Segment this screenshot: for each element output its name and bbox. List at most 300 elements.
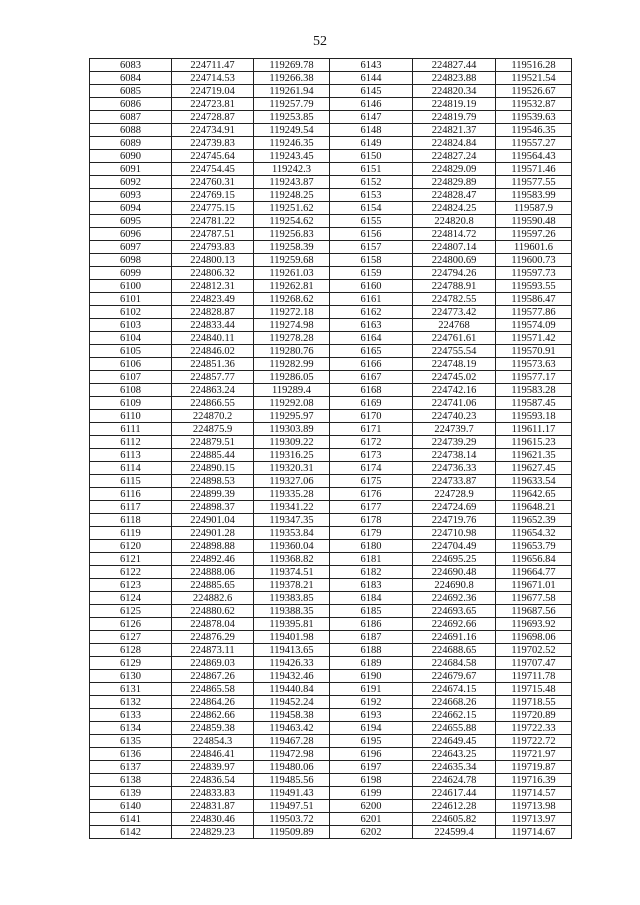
table-row	[90, 514, 572, 527]
x-coordinate-cell: 224781.22	[172, 215, 254, 228]
point-number-cell: 6088	[90, 124, 172, 137]
x-coordinate-cell: 224829.89	[413, 176, 496, 189]
y-coordinate-cell: 119262.81	[254, 280, 330, 293]
point-number-cell: 6151	[330, 163, 413, 176]
point-number-cell: 6153	[330, 189, 413, 202]
point-number-cell: 6131	[90, 683, 172, 696]
y-coordinate-cell: 119261.94	[254, 85, 330, 98]
y-coordinate-cell: 119280.76	[254, 345, 330, 358]
x-coordinate-cell: 224739.29	[413, 436, 496, 449]
x-coordinate-cell: 224733.87	[413, 475, 496, 488]
point-number-cell: 6149	[330, 137, 413, 150]
table-row	[90, 475, 572, 488]
x-coordinate-cell: 224745.64	[172, 150, 254, 163]
x-coordinate-cell: 224821.37	[413, 124, 496, 137]
table-row	[90, 657, 572, 670]
x-coordinate-cell: 224870.2	[172, 410, 254, 423]
table-row	[90, 150, 572, 163]
x-coordinate-cell: 224901.28	[172, 527, 254, 540]
point-number-cell: 6109	[90, 397, 172, 410]
table-row	[90, 592, 572, 605]
point-number-cell: 6101	[90, 293, 172, 306]
point-number-cell: 6201	[330, 813, 413, 826]
y-coordinate-cell: 119722.33	[496, 722, 572, 735]
y-coordinate-cell: 119309.22	[254, 436, 330, 449]
point-number-cell: 6173	[330, 449, 413, 462]
table-row	[90, 280, 572, 293]
x-coordinate-cell: 224831.87	[172, 800, 254, 813]
x-coordinate-cell: 224812.31	[172, 280, 254, 293]
x-coordinate-cell: 224736.33	[413, 462, 496, 475]
x-coordinate-cell: 224880.62	[172, 605, 254, 618]
y-coordinate-cell: 119289.4	[254, 384, 330, 397]
x-coordinate-cell: 224684.58	[413, 657, 496, 670]
y-coordinate-cell: 119261.03	[254, 267, 330, 280]
x-coordinate-cell: 224711.47	[172, 59, 254, 72]
point-number-cell: 6186	[330, 618, 413, 631]
point-number-cell: 6104	[90, 332, 172, 345]
y-coordinate-cell: 119278.28	[254, 332, 330, 345]
point-number-cell: 6097	[90, 241, 172, 254]
x-coordinate-cell: 224710.98	[413, 527, 496, 540]
table-row	[90, 579, 572, 592]
point-number-cell: 6085	[90, 85, 172, 98]
table-row	[90, 176, 572, 189]
y-coordinate-cell: 119715.48	[496, 683, 572, 696]
x-coordinate-cell: 224827.24	[413, 150, 496, 163]
x-coordinate-cell: 224612.28	[413, 800, 496, 813]
x-coordinate-cell: 224828.87	[172, 306, 254, 319]
x-coordinate-cell: 224662.15	[413, 709, 496, 722]
y-coordinate-cell: 119458.38	[254, 709, 330, 722]
table-row	[90, 826, 572, 839]
point-number-cell: 6136	[90, 748, 172, 761]
y-coordinate-cell: 119577.17	[496, 371, 572, 384]
point-number-cell: 6108	[90, 384, 172, 397]
table-row	[90, 384, 572, 397]
y-coordinate-cell: 119509.89	[254, 826, 330, 839]
x-coordinate-cell: 224882.6	[172, 592, 254, 605]
x-coordinate-cell: 224807.14	[413, 241, 496, 254]
x-coordinate-cell: 224624.78	[413, 774, 496, 787]
y-coordinate-cell: 119587.9	[496, 202, 572, 215]
x-coordinate-cell: 224688.65	[413, 644, 496, 657]
y-coordinate-cell: 119251.62	[254, 202, 330, 215]
point-number-cell: 6087	[90, 111, 172, 124]
x-coordinate-cell: 224879.51	[172, 436, 254, 449]
x-coordinate-cell: 224741.06	[413, 397, 496, 410]
x-coordinate-cell: 224824.25	[413, 202, 496, 215]
x-coordinate-cell: 224875.9	[172, 423, 254, 436]
y-coordinate-cell: 119269.78	[254, 59, 330, 72]
y-coordinate-cell: 119711.78	[496, 670, 572, 683]
y-coordinate-cell: 119713.97	[496, 813, 572, 826]
y-coordinate-cell: 119719.87	[496, 761, 572, 774]
y-coordinate-cell: 119452.24	[254, 696, 330, 709]
table-row	[90, 683, 572, 696]
point-number-cell: 6180	[330, 540, 413, 553]
point-number-cell: 6113	[90, 449, 172, 462]
x-coordinate-cell: 224859.38	[172, 722, 254, 735]
point-number-cell: 6099	[90, 267, 172, 280]
x-coordinate-cell: 224885.44	[172, 449, 254, 462]
point-number-cell: 6145	[330, 85, 413, 98]
x-coordinate-cell: 224768	[413, 319, 496, 332]
x-coordinate-cell: 224734.91	[172, 124, 254, 137]
y-coordinate-cell: 119243.45	[254, 150, 330, 163]
point-number-cell: 6115	[90, 475, 172, 488]
y-coordinate-cell: 119652.39	[496, 514, 572, 527]
y-coordinate-cell: 119266.38	[254, 72, 330, 85]
point-number-cell: 6167	[330, 371, 413, 384]
table-row	[90, 332, 572, 345]
table-row	[90, 618, 572, 631]
point-number-cell: 6098	[90, 254, 172, 267]
x-coordinate-cell: 224828.47	[413, 189, 496, 202]
x-coordinate-cell: 224899.39	[172, 488, 254, 501]
y-coordinate-cell: 119292.08	[254, 397, 330, 410]
point-number-cell: 6176	[330, 488, 413, 501]
point-number-cell: 6160	[330, 280, 413, 293]
point-number-cell: 6141	[90, 813, 172, 826]
x-coordinate-cell: 224788.91	[413, 280, 496, 293]
point-number-cell: 6172	[330, 436, 413, 449]
y-coordinate-cell: 119713.98	[496, 800, 572, 813]
point-number-cell: 6094	[90, 202, 172, 215]
point-number-cell: 6152	[330, 176, 413, 189]
y-coordinate-cell: 119440.84	[254, 683, 330, 696]
point-number-cell: 6170	[330, 410, 413, 423]
table-row	[90, 488, 572, 501]
point-number-cell: 6111	[90, 423, 172, 436]
y-coordinate-cell: 119546.35	[496, 124, 572, 137]
point-number-cell: 6139	[90, 787, 172, 800]
point-number-cell: 6194	[330, 722, 413, 735]
x-coordinate-cell: 224692.66	[413, 618, 496, 631]
point-number-cell: 6124	[90, 592, 172, 605]
y-coordinate-cell: 119272.18	[254, 306, 330, 319]
point-number-cell: 6175	[330, 475, 413, 488]
x-coordinate-cell: 224866.55	[172, 397, 254, 410]
x-coordinate-cell: 224869.03	[172, 657, 254, 670]
point-number-cell: 6165	[330, 345, 413, 358]
y-coordinate-cell: 119516.28	[496, 59, 572, 72]
point-number-cell: 6184	[330, 592, 413, 605]
x-coordinate-cell: 224878.04	[172, 618, 254, 631]
point-number-cell: 6150	[330, 150, 413, 163]
y-coordinate-cell: 119714.57	[496, 787, 572, 800]
point-number-cell: 6114	[90, 462, 172, 475]
point-number-cell: 6127	[90, 631, 172, 644]
y-coordinate-cell: 119707.47	[496, 657, 572, 670]
y-coordinate-cell: 119687.56	[496, 605, 572, 618]
x-coordinate-cell: 224898.88	[172, 540, 254, 553]
page-number: 52	[313, 34, 327, 49]
table-row	[90, 670, 572, 683]
y-coordinate-cell: 119426.33	[254, 657, 330, 670]
table-row	[90, 540, 572, 553]
point-number-cell: 6134	[90, 722, 172, 735]
y-coordinate-cell: 119600.73	[496, 254, 572, 267]
x-coordinate-cell: 224800.69	[413, 254, 496, 267]
x-coordinate-cell: 224738.14	[413, 449, 496, 462]
table-row	[90, 345, 572, 358]
point-number-cell: 6171	[330, 423, 413, 436]
x-coordinate-cell: 224865.58	[172, 683, 254, 696]
y-coordinate-cell: 119254.62	[254, 215, 330, 228]
y-coordinate-cell: 119583.99	[496, 189, 572, 202]
point-number-cell: 6193	[330, 709, 413, 722]
x-coordinate-cell: 224745.02	[413, 371, 496, 384]
table-row	[90, 124, 572, 137]
point-number-cell: 6126	[90, 618, 172, 631]
y-coordinate-cell: 119677.58	[496, 592, 572, 605]
point-number-cell: 6132	[90, 696, 172, 709]
y-coordinate-cell: 119286.05	[254, 371, 330, 384]
table-row	[90, 371, 572, 384]
table-row	[90, 189, 572, 202]
point-number-cell: 6123	[90, 579, 172, 592]
y-coordinate-cell: 119303.89	[254, 423, 330, 436]
point-number-cell: 6083	[90, 59, 172, 72]
y-coordinate-cell: 119571.46	[496, 163, 572, 176]
y-coordinate-cell: 119642.65	[496, 488, 572, 501]
point-number-cell: 6159	[330, 267, 413, 280]
table-row	[90, 319, 572, 332]
y-coordinate-cell: 119714.67	[496, 826, 572, 839]
y-coordinate-cell: 119583.28	[496, 384, 572, 397]
y-coordinate-cell: 119573.63	[496, 358, 572, 371]
point-number-cell: 6154	[330, 202, 413, 215]
coordinates-table-body	[90, 59, 572, 839]
point-number-cell: 6161	[330, 293, 413, 306]
x-coordinate-cell: 224742.16	[413, 384, 496, 397]
y-coordinate-cell: 119564.43	[496, 150, 572, 163]
table-row	[90, 267, 572, 280]
y-coordinate-cell: 119256.83	[254, 228, 330, 241]
x-coordinate-cell: 224824.84	[413, 137, 496, 150]
y-coordinate-cell: 119497.51	[254, 800, 330, 813]
point-number-cell: 6133	[90, 709, 172, 722]
point-number-cell: 6198	[330, 774, 413, 787]
y-coordinate-cell: 119485.56	[254, 774, 330, 787]
point-number-cell: 6181	[330, 553, 413, 566]
point-number-cell: 6118	[90, 514, 172, 527]
y-coordinate-cell: 119248.25	[254, 189, 330, 202]
x-coordinate-cell: 224695.25	[413, 553, 496, 566]
x-coordinate-cell: 224890.15	[172, 462, 254, 475]
x-coordinate-cell: 224823.49	[172, 293, 254, 306]
y-coordinate-cell: 119539.63	[496, 111, 572, 124]
y-coordinate-cell: 119526.67	[496, 85, 572, 98]
point-number-cell: 6189	[330, 657, 413, 670]
y-coordinate-cell: 119597.26	[496, 228, 572, 241]
x-coordinate-cell: 224806.32	[172, 267, 254, 280]
y-coordinate-cell: 119353.84	[254, 527, 330, 540]
point-number-cell: 6156	[330, 228, 413, 241]
y-coordinate-cell: 119577.55	[496, 176, 572, 189]
x-coordinate-cell: 224755.54	[413, 345, 496, 358]
point-number-cell: 6121	[90, 553, 172, 566]
x-coordinate-cell: 224723.81	[172, 98, 254, 111]
point-number-cell: 6183	[330, 579, 413, 592]
y-coordinate-cell: 119574.09	[496, 319, 572, 332]
x-coordinate-cell: 224833.83	[172, 787, 254, 800]
point-number-cell: 6199	[330, 787, 413, 800]
point-number-cell: 6155	[330, 215, 413, 228]
point-number-cell: 6169	[330, 397, 413, 410]
y-coordinate-cell: 119259.68	[254, 254, 330, 267]
y-coordinate-cell: 119335.28	[254, 488, 330, 501]
y-coordinate-cell: 119702.52	[496, 644, 572, 657]
point-number-cell: 6174	[330, 462, 413, 475]
x-coordinate-cell: 224823.88	[413, 72, 496, 85]
x-coordinate-cell: 224674.15	[413, 683, 496, 696]
table-row	[90, 98, 572, 111]
x-coordinate-cell: 224679.67	[413, 670, 496, 683]
point-number-cell: 6143	[330, 59, 413, 72]
table-row	[90, 631, 572, 644]
y-coordinate-cell: 119557.27	[496, 137, 572, 150]
table-row	[90, 293, 572, 306]
x-coordinate-cell: 224787.51	[172, 228, 254, 241]
y-coordinate-cell: 119383.85	[254, 592, 330, 605]
table-row	[90, 696, 572, 709]
point-number-cell: 6142	[90, 826, 172, 839]
x-coordinate-cell: 224693.65	[413, 605, 496, 618]
x-coordinate-cell: 224739.83	[172, 137, 254, 150]
x-coordinate-cell: 224819.19	[413, 98, 496, 111]
x-coordinate-cell: 224704.49	[413, 540, 496, 553]
table-row	[90, 462, 572, 475]
x-coordinate-cell: 224690.48	[413, 566, 496, 579]
y-coordinate-cell: 119243.87	[254, 176, 330, 189]
y-coordinate-cell: 119282.99	[254, 358, 330, 371]
x-coordinate-cell: 224599.4	[413, 826, 496, 839]
y-coordinate-cell: 119593.55	[496, 280, 572, 293]
table-row	[90, 228, 572, 241]
table-row	[90, 774, 572, 787]
x-coordinate-cell: 224793.83	[172, 241, 254, 254]
point-number-cell: 6178	[330, 514, 413, 527]
x-coordinate-cell: 224719.04	[172, 85, 254, 98]
table-row	[90, 202, 572, 215]
point-number-cell: 6128	[90, 644, 172, 657]
y-coordinate-cell: 119716.39	[496, 774, 572, 787]
y-coordinate-cell: 119521.54	[496, 72, 572, 85]
point-number-cell: 6144	[330, 72, 413, 85]
point-number-cell: 6187	[330, 631, 413, 644]
point-number-cell: 6105	[90, 345, 172, 358]
x-coordinate-cell: 224760.31	[172, 176, 254, 189]
table-row	[90, 605, 572, 618]
x-coordinate-cell: 224901.04	[172, 514, 254, 527]
point-number-cell: 6125	[90, 605, 172, 618]
y-coordinate-cell: 119388.35	[254, 605, 330, 618]
x-coordinate-cell: 224782.55	[413, 293, 496, 306]
point-number-cell: 6129	[90, 657, 172, 670]
y-coordinate-cell: 119532.87	[496, 98, 572, 111]
y-coordinate-cell: 119360.04	[254, 540, 330, 553]
y-coordinate-cell: 119395.81	[254, 618, 330, 631]
point-number-cell: 6166	[330, 358, 413, 371]
y-coordinate-cell: 119577.86	[496, 306, 572, 319]
table-row	[90, 709, 572, 722]
x-coordinate-cell: 224719.76	[413, 514, 496, 527]
x-coordinate-cell: 224836.54	[172, 774, 254, 787]
x-coordinate-cell: 224724.69	[413, 501, 496, 514]
y-coordinate-cell: 119242.3	[254, 163, 330, 176]
point-number-cell: 6116	[90, 488, 172, 501]
y-coordinate-cell: 119720.89	[496, 709, 572, 722]
table-row	[90, 644, 572, 657]
x-coordinate-cell: 224898.37	[172, 501, 254, 514]
x-coordinate-cell: 224888.06	[172, 566, 254, 579]
y-coordinate-cell: 119246.35	[254, 137, 330, 150]
point-number-cell: 6148	[330, 124, 413, 137]
point-number-cell: 6117	[90, 501, 172, 514]
point-number-cell: 6188	[330, 644, 413, 657]
point-number-cell: 6177	[330, 501, 413, 514]
y-coordinate-cell: 119590.48	[496, 215, 572, 228]
y-coordinate-cell: 119601.6	[496, 241, 572, 254]
table-row	[90, 748, 572, 761]
y-coordinate-cell: 119341.22	[254, 501, 330, 514]
table-row	[90, 436, 572, 449]
point-number-cell: 6100	[90, 280, 172, 293]
point-number-cell: 6137	[90, 761, 172, 774]
x-coordinate-cell: 224820.34	[413, 85, 496, 98]
x-coordinate-cell: 224814.72	[413, 228, 496, 241]
x-coordinate-cell: 224833.44	[172, 319, 254, 332]
y-coordinate-cell: 119648.21	[496, 501, 572, 514]
y-coordinate-cell: 119467.28	[254, 735, 330, 748]
y-coordinate-cell: 119374.51	[254, 566, 330, 579]
table-row	[90, 800, 572, 813]
x-coordinate-cell: 224754.45	[172, 163, 254, 176]
y-coordinate-cell: 119253.85	[254, 111, 330, 124]
x-coordinate-cell: 224892.46	[172, 553, 254, 566]
table-row	[90, 358, 572, 371]
x-coordinate-cell: 224857.77	[172, 371, 254, 384]
x-coordinate-cell: 224840.11	[172, 332, 254, 345]
y-coordinate-cell: 119611.17	[496, 423, 572, 436]
y-coordinate-cell: 119401.98	[254, 631, 330, 644]
x-coordinate-cell: 224691.16	[413, 631, 496, 644]
point-number-cell: 6135	[90, 735, 172, 748]
y-coordinate-cell: 119570.91	[496, 345, 572, 358]
x-coordinate-cell: 224668.26	[413, 696, 496, 709]
x-coordinate-cell: 224617.44	[413, 787, 496, 800]
y-coordinate-cell: 119432.46	[254, 670, 330, 683]
point-number-cell: 6197	[330, 761, 413, 774]
table-row	[90, 215, 572, 228]
point-number-cell: 6191	[330, 683, 413, 696]
point-number-cell: 6185	[330, 605, 413, 618]
point-number-cell: 6179	[330, 527, 413, 540]
table-row	[90, 553, 572, 566]
table-row	[90, 111, 572, 124]
x-coordinate-cell: 224839.97	[172, 761, 254, 774]
y-coordinate-cell: 119503.72	[254, 813, 330, 826]
x-coordinate-cell: 224885.65	[172, 579, 254, 592]
y-coordinate-cell: 119586.47	[496, 293, 572, 306]
y-coordinate-cell: 119413.65	[254, 644, 330, 657]
x-coordinate-cell: 224862.66	[172, 709, 254, 722]
y-coordinate-cell: 119491.43	[254, 787, 330, 800]
table-row	[90, 813, 572, 826]
y-coordinate-cell: 119378.21	[254, 579, 330, 592]
